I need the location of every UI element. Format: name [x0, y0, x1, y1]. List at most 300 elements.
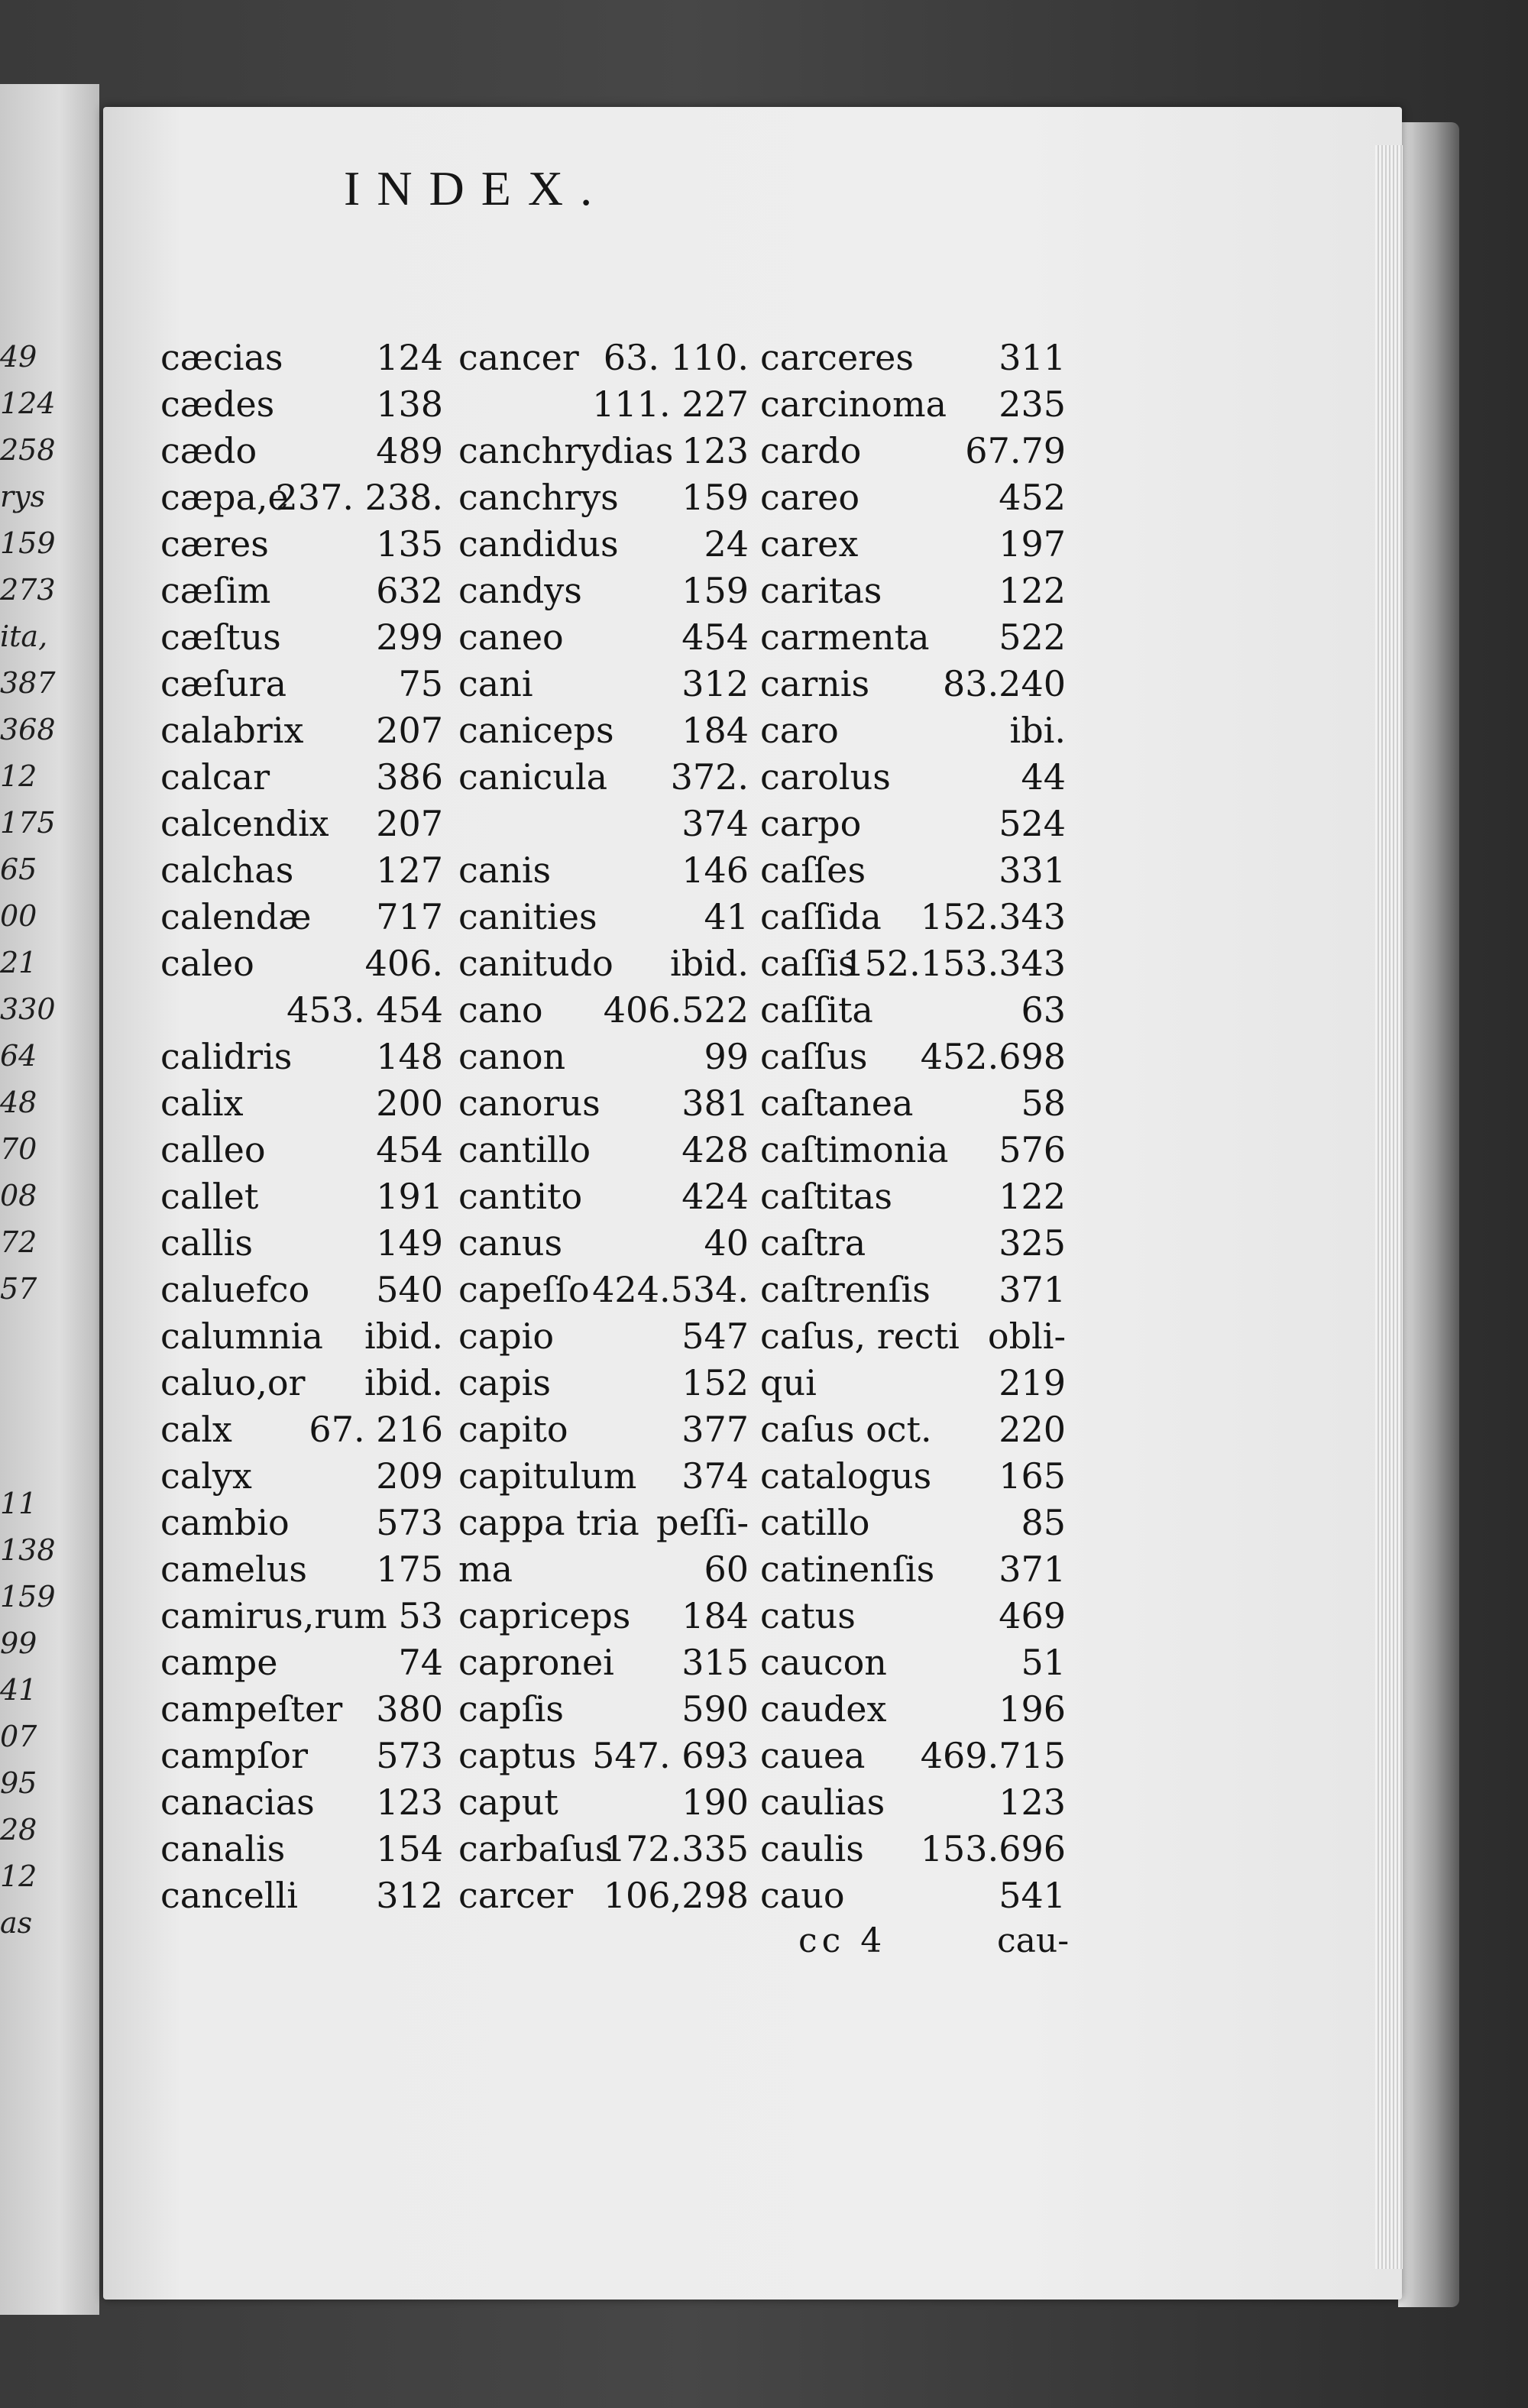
- index-page-ref: peſſi-: [656, 1502, 749, 1543]
- index-entry: [458, 1127, 749, 1173]
- index-entry: [760, 1127, 1066, 1173]
- index-entry: [458, 1546, 749, 1593]
- index-page-ref: 123: [376, 1782, 443, 1823]
- index-term: calidris: [160, 1036, 293, 1077]
- index-term: caſſida: [760, 896, 882, 937]
- left-page-text-fragment: 159: [0, 526, 56, 560]
- index-term: caluefco: [160, 1269, 310, 1310]
- index-entry: [160, 1872, 443, 1919]
- index-term: canicula: [458, 756, 608, 798]
- index-entry: [458, 1267, 749, 1313]
- index-page-ref: 159: [681, 477, 749, 518]
- index-entry: [458, 1733, 749, 1779]
- index-page-ref: 380: [376, 1688, 443, 1730]
- index-entry: [160, 894, 443, 940]
- index-page-ref: 191: [376, 1176, 443, 1217]
- index-page-ref: 41: [704, 896, 749, 937]
- index-page-ref: 573: [376, 1502, 443, 1543]
- index-term: caudex: [760, 1688, 887, 1730]
- index-term: caritas: [760, 570, 882, 611]
- index-entry: [760, 1546, 1066, 1593]
- index-term: caſſita: [760, 989, 873, 1031]
- index-entry: [760, 987, 1066, 1034]
- index-term: cæſura: [160, 663, 287, 704]
- index-term: cano: [458, 989, 543, 1031]
- index-term: cancelli: [160, 1875, 298, 1916]
- index-page-ref: ibid.: [670, 943, 749, 984]
- index-page-ref: 381: [681, 1083, 749, 1124]
- index-page-ref: 325: [999, 1222, 1066, 1264]
- index-term: catinenſis: [760, 1549, 935, 1590]
- index-term: calix: [160, 1083, 244, 1124]
- index-entry: [458, 707, 749, 754]
- index-entry: [160, 1500, 443, 1546]
- index-page-ref: 207: [376, 710, 443, 751]
- index-term: caſſis: [760, 943, 856, 984]
- index-entry: [160, 940, 443, 987]
- left-page-text-fragment: 08: [0, 1179, 37, 1212]
- index-term: cardo: [760, 430, 862, 471]
- index-term: canitudo: [458, 943, 613, 984]
- index-term: campeſter: [160, 1688, 343, 1730]
- index-term: catillo: [760, 1502, 870, 1543]
- left-page-text-fragment: as: [0, 1906, 33, 1940]
- index-entry: [760, 801, 1066, 847]
- index-entry: [458, 894, 749, 940]
- left-page-text-fragment: 07: [0, 1720, 37, 1753]
- index-term: carnis: [760, 663, 870, 704]
- index-term: capriceps: [458, 1595, 631, 1636]
- index-page-ref: 235: [999, 384, 1066, 425]
- index-page-ref: 67. 216: [309, 1409, 443, 1450]
- left-page-text-fragment: 00: [0, 899, 37, 933]
- left-page-text-fragment: 95: [0, 1766, 37, 1800]
- index-entry: [160, 335, 443, 381]
- index-term: cædo: [160, 430, 257, 471]
- index-term: canorus: [458, 1083, 601, 1124]
- index-term: carceres: [760, 337, 914, 378]
- index-entry: [458, 847, 749, 894]
- index-page-ref: 184: [681, 710, 749, 751]
- index-term: cæſtus: [160, 617, 281, 658]
- index-term: capſis: [458, 1688, 564, 1730]
- index-term: caput: [458, 1782, 558, 1823]
- index-term: caro: [760, 710, 839, 751]
- index-page-ref: 123: [681, 430, 749, 471]
- index-page-ref: 190: [681, 1782, 749, 1823]
- index-term: canis: [458, 850, 552, 891]
- index-page-ref: ibid.: [364, 1362, 443, 1403]
- index-term: captus: [458, 1735, 577, 1776]
- index-term: capeſſo: [458, 1269, 590, 1310]
- index-term: candys: [458, 570, 582, 611]
- index-page-ref: 153.696: [920, 1828, 1066, 1869]
- index-entry: [760, 1220, 1066, 1267]
- left-page-text-fragment: ita,: [0, 620, 48, 653]
- index-term: capis: [458, 1362, 551, 1403]
- index-page-ref: 40: [704, 1222, 749, 1264]
- index-term: calcar: [160, 756, 270, 798]
- index-term: cæſim: [160, 570, 271, 611]
- left-page-text-fragment: 72: [0, 1225, 37, 1259]
- index-page-ref: 219: [999, 1362, 1066, 1403]
- index-entry: [160, 847, 443, 894]
- index-term: caluo,or: [160, 1362, 306, 1403]
- index-entry: [160, 1593, 443, 1639]
- book-cover-edge: [1398, 122, 1459, 2307]
- index-term: calumnia: [160, 1316, 323, 1357]
- index-entry: [160, 754, 443, 801]
- index-page-ref: 207: [376, 803, 443, 844]
- index-term: canus: [458, 1222, 563, 1264]
- index-term: caſtra: [760, 1222, 866, 1264]
- index-page-ref: 152.343: [920, 896, 1066, 937]
- index-term: caniceps: [458, 710, 614, 751]
- index-page-ref: 149: [376, 1222, 443, 1264]
- page-heading: INDEX.: [344, 161, 610, 215]
- index-term: caſtrenſis: [760, 1269, 931, 1310]
- index-column-2: [458, 335, 749, 1924]
- left-page-text-fragment: 57: [0, 1272, 37, 1306]
- index-term: catus: [760, 1595, 856, 1636]
- left-page-text-fragment: 124: [0, 387, 56, 420]
- index-entry: [458, 1826, 749, 1872]
- index-entry: [458, 1453, 749, 1500]
- index-entry: [160, 428, 443, 474]
- index-page-ref: 469.715: [920, 1735, 1066, 1776]
- left-page-text-fragment: 368: [0, 713, 56, 746]
- index-page-ref: 148: [376, 1036, 443, 1077]
- index-entry: [458, 1779, 749, 1826]
- index-page-ref: 122: [999, 1176, 1066, 1217]
- index-term: canalis: [160, 1828, 286, 1869]
- index-term: campſor: [160, 1735, 308, 1776]
- index-term: canchrydias: [458, 430, 674, 471]
- index-page-ref: 489: [376, 430, 443, 471]
- index-entry: [160, 1546, 443, 1593]
- index-page-ref: 469: [999, 1595, 1066, 1636]
- index-page-ref: 424.534.: [592, 1269, 749, 1310]
- index-term: caſus, recti: [760, 1316, 960, 1357]
- index-term: careo: [760, 477, 860, 518]
- index-entry: [458, 1872, 749, 1919]
- index-entry: [760, 381, 1066, 428]
- index-page-ref: 135: [376, 523, 443, 565]
- index-page-ref: 576: [999, 1129, 1066, 1170]
- index-term: caſtanea: [760, 1083, 914, 1124]
- index-page-ref: 122: [999, 570, 1066, 611]
- index-term: carolus: [760, 756, 891, 798]
- index-entry: [760, 754, 1066, 801]
- index-column-1: [160, 335, 443, 1924]
- index-page-ref: 540: [376, 1269, 443, 1310]
- index-page-ref: 220: [999, 1409, 1066, 1450]
- index-term: cauo: [760, 1875, 845, 1916]
- index-term: calcendix: [160, 803, 329, 844]
- index-term: capitulum: [458, 1455, 637, 1497]
- index-page-ref: 175: [376, 1549, 443, 1590]
- index-term: caulis: [760, 1828, 864, 1869]
- index-entry: [760, 707, 1066, 754]
- index-page-ref: obli-: [987, 1316, 1066, 1357]
- index-entry: [458, 474, 749, 521]
- index-term: caſſus: [760, 1036, 868, 1077]
- index-entry: [760, 1593, 1066, 1639]
- index-entry: [760, 1360, 1066, 1406]
- signature-mark: cc 4: [798, 1921, 887, 1960]
- index-page-ref: 75: [398, 663, 443, 704]
- index-entry: [458, 1173, 749, 1220]
- left-page-text-fragment: 41: [0, 1673, 37, 1707]
- index-page-ref: 196: [999, 1688, 1066, 1730]
- left-page-text-fragment: 12: [0, 1859, 37, 1893]
- index-entry: [760, 1173, 1066, 1220]
- index-page-ref: 60: [704, 1549, 749, 1590]
- index-term: camelus: [160, 1549, 307, 1590]
- index-entry: [458, 1360, 749, 1406]
- index-page-ref: 44: [1021, 756, 1066, 798]
- index-page-ref: 172.335: [603, 1828, 749, 1869]
- index-term: cauea: [760, 1735, 866, 1776]
- index-page-ref: 377: [681, 1409, 749, 1450]
- index-page-ref: 331: [999, 850, 1066, 891]
- index-page-ref: 67.79: [965, 430, 1066, 471]
- index-page-ref: 200: [376, 1083, 443, 1124]
- index-page-ref: 154: [376, 1828, 443, 1869]
- index-entry: [160, 661, 443, 707]
- index-entry: [458, 521, 749, 568]
- index-entry: [760, 428, 1066, 474]
- left-page-text-fragment: 387: [0, 666, 56, 700]
- index-term: cæres: [160, 523, 269, 565]
- index-page-ref: 374: [681, 803, 749, 844]
- index-entry: [160, 1313, 443, 1360]
- index-entry: [458, 428, 749, 474]
- index-term: caſus oct.: [760, 1409, 932, 1450]
- index-entry: [458, 381, 749, 428]
- index-page-ref: 127: [376, 850, 443, 891]
- index-entry: [760, 1639, 1066, 1686]
- index-page-ref: 573: [376, 1735, 443, 1776]
- index-page-ref: 522: [999, 617, 1066, 658]
- index-page-ref: 184: [681, 1595, 749, 1636]
- index-entry: [458, 987, 749, 1034]
- index-entry: [160, 1220, 443, 1267]
- left-page-text-fragment: 138: [0, 1533, 56, 1567]
- index-page-ref: 547. 693: [592, 1735, 749, 1776]
- index-page-ref: 428: [681, 1129, 749, 1170]
- index-page-ref: 312: [681, 663, 749, 704]
- index-term: callis: [160, 1222, 253, 1264]
- index-page-ref: 547: [681, 1316, 749, 1357]
- index-page-ref: 372.: [670, 756, 749, 798]
- index-entry: [760, 1313, 1066, 1360]
- index-entry: [160, 1826, 443, 1872]
- index-term: campe: [160, 1642, 278, 1683]
- index-entry: [760, 1453, 1066, 1500]
- index-entry: [160, 381, 443, 428]
- index-page-ref: 371: [999, 1549, 1066, 1590]
- index-entry: [160, 1686, 443, 1733]
- index-page-ref: 51: [1021, 1642, 1066, 1683]
- index-entry: [160, 1080, 443, 1127]
- index-page-ref: 374: [681, 1455, 749, 1497]
- index-page-ref: 146: [681, 850, 749, 891]
- index-page-ref: 138: [376, 384, 443, 425]
- index-term: canon: [458, 1036, 566, 1077]
- index-page-ref: 717: [376, 896, 443, 937]
- left-page-text-fragment: 99: [0, 1626, 37, 1660]
- index-entry: [160, 1406, 443, 1453]
- catchword: cau-: [997, 1921, 1070, 1960]
- left-page-fragment: [0, 84, 99, 2315]
- index-entry: [160, 1453, 443, 1500]
- index-entry: [458, 1686, 749, 1733]
- index-page-ref: 106,298: [603, 1875, 749, 1916]
- index-term: canities: [458, 896, 597, 937]
- index-term: caulias: [760, 1782, 885, 1823]
- index-page-ref: 315: [681, 1642, 749, 1683]
- index-page-ref: 299: [376, 617, 443, 658]
- index-page-ref: 371: [999, 1269, 1066, 1310]
- index-entry: [458, 940, 749, 987]
- left-page-text-fragment: 28: [0, 1813, 37, 1846]
- left-page-text-fragment: 65: [0, 853, 37, 886]
- index-entry: [458, 1313, 749, 1360]
- index-page-ref: ibi.: [1009, 710, 1066, 751]
- index-term: caleo: [160, 943, 254, 984]
- index-entry: [458, 1220, 749, 1267]
- index-entry: [760, 474, 1066, 521]
- index-page-ref: 85: [1021, 1502, 1066, 1543]
- index-term: candidus: [458, 523, 619, 565]
- index-entry: [160, 1034, 443, 1080]
- left-page-text-fragment: 21: [0, 946, 37, 979]
- index-term: capronei: [458, 1642, 614, 1683]
- index-entry: [160, 521, 443, 568]
- index-entry: [760, 1733, 1066, 1779]
- index-term: calx: [160, 1409, 232, 1450]
- index-entry: [458, 1080, 749, 1127]
- index-page-ref: 99: [704, 1036, 749, 1077]
- index-entry: [760, 1080, 1066, 1127]
- index-page-ref: 83.240: [943, 663, 1066, 704]
- index-entry: [160, 1639, 443, 1686]
- index-entry: [458, 801, 749, 847]
- index-page-ref: 209: [376, 1455, 443, 1497]
- index-page-ref: 124: [376, 337, 443, 378]
- left-page-text-fragment: 175: [0, 806, 56, 840]
- left-page-text-fragment: 273: [0, 573, 56, 607]
- page-fore-edge: [1375, 145, 1403, 2269]
- index-entry: [160, 1733, 443, 1779]
- index-term: ma: [458, 1549, 513, 1590]
- index-entry: [160, 1127, 443, 1173]
- index-term: canchrys: [458, 477, 619, 518]
- index-entry: [760, 847, 1066, 894]
- left-page-text-fragment: 64: [0, 1039, 37, 1073]
- index-entry: [458, 1500, 749, 1546]
- index-entry: [760, 1267, 1066, 1313]
- index-term: cædes: [160, 384, 275, 425]
- left-page-text-fragment: 49: [0, 340, 37, 374]
- index-term: carcinoma: [760, 384, 947, 425]
- index-entry: [160, 614, 443, 661]
- index-page-ref: 424: [681, 1176, 749, 1217]
- index-term: qui: [760, 1362, 817, 1403]
- index-page-ref: 452: [999, 477, 1066, 518]
- index-page-ref: 123: [999, 1782, 1066, 1823]
- index-entry: [760, 1034, 1066, 1080]
- index-term: carcer: [458, 1875, 574, 1916]
- index-term: canacias: [160, 1782, 315, 1823]
- index-term: carex: [760, 523, 859, 565]
- index-column-3: [760, 335, 1066, 1924]
- index-term: cantito: [458, 1176, 583, 1217]
- index-page-ref: 312: [376, 1875, 443, 1916]
- index-page-ref: 632: [376, 570, 443, 611]
- index-entry: [458, 1593, 749, 1639]
- index-entry: [160, 474, 443, 521]
- index-term: caneo: [458, 617, 564, 658]
- index-entry: [760, 661, 1066, 707]
- index-entry: [458, 661, 749, 707]
- index-entry: [458, 754, 749, 801]
- index-term: calyx: [160, 1455, 252, 1497]
- index-term: caſtitas: [760, 1176, 892, 1217]
- left-page-text-fragment: 330: [0, 992, 56, 1026]
- index-page-ref: 165: [999, 1455, 1066, 1497]
- index-entry: [458, 335, 749, 381]
- index-page-ref: ibid.: [364, 1316, 443, 1357]
- index-term: catalogus: [760, 1455, 932, 1497]
- index-entry: [458, 1034, 749, 1080]
- index-entry: [160, 1779, 443, 1826]
- left-page-text-fragment: 70: [0, 1132, 37, 1166]
- index-term: calendæ: [160, 896, 312, 937]
- index-entry: [458, 1406, 749, 1453]
- index-term: camirus,rum: [160, 1595, 387, 1636]
- index-entry: [160, 801, 443, 847]
- index-term: callet: [160, 1176, 259, 1217]
- index-term: calabrix: [160, 710, 304, 751]
- index-term: cantillo: [458, 1129, 591, 1170]
- index-page-ref: 406.: [364, 943, 443, 984]
- index-entry: [458, 568, 749, 614]
- left-page-text-fragment: 48: [0, 1086, 37, 1119]
- index-page-ref: 311: [999, 337, 1066, 378]
- index-page-ref: 197: [999, 523, 1066, 565]
- index-page-ref: 53: [398, 1595, 443, 1636]
- index-page-ref: 454: [376, 1129, 443, 1170]
- index-entry: [760, 1500, 1066, 1546]
- index-term: cappa tria: [458, 1502, 639, 1543]
- index-entry: [160, 1267, 443, 1313]
- index-entry: [760, 568, 1066, 614]
- index-page-ref: 453. 454: [286, 989, 443, 1031]
- index-page-ref: 237. 238.: [275, 477, 443, 518]
- left-page-text-fragment: 258: [0, 433, 56, 467]
- index-page-ref: 541: [999, 1875, 1066, 1916]
- index-entry: [760, 614, 1066, 661]
- index-page-ref: 63. 110.: [603, 337, 749, 378]
- index-page-ref: 454: [681, 617, 749, 658]
- index-page-ref: 152: [681, 1362, 749, 1403]
- index-entry: [760, 940, 1066, 987]
- index-entry: [458, 1639, 749, 1686]
- index-term: caſtimonia: [760, 1129, 949, 1170]
- index-entry: [760, 894, 1066, 940]
